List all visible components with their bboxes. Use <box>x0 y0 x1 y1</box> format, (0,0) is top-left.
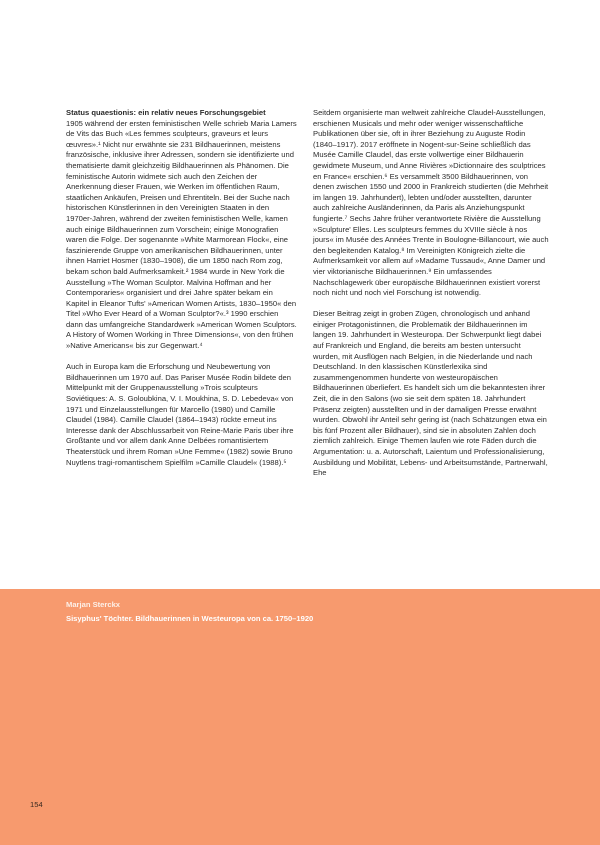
page-number: 154 <box>30 800 43 809</box>
book-title: Sisyphus' Töchter. Bildhauerinnen in Westeuropa von ca. 1750–1920 <box>66 614 314 623</box>
left-paragraph-1-text: 1905 während der ersten feministischen Welle schrieb Maria Lamers de Vits das Buch «Les femmes sculpteurs, graveurs et leurs œuvres».¹ Nicht nur erwähnte sie 231 Bildhauerinnen, meistens französische, inklusive ihrer Adressen, sondern sie identifizierte und thematisierte damit gleichzeitig Bildhauerinnen als Phänomen. Die feministische Autorin widmete sich auch den Zeichen der Anerkennung dieser Frauen, wie Werken im öffentlichen Raum, staatlichen Ankäufen, Preisen und Ehrentiteln. Bei der Suche nach historischen Künstlerinnen in den Vereinigten Staaten in den 1970er-Jahren, während der zweiten feministischen Welle, kamen auch einige Bildhauerinnen zum Vorschein; einige Monografien waren die Folge. Der sogenannte »White Marmorean Flock«, eine faszinierende Gruppe von amerikanischen Bildhauerinnen, unter ihnen Harriet Hosmer (1830–1908), die um 1850 nach Rom zog, bekam schon bald Aufmerksamkeit.² 1984 wurde in New York die Ausstellung »The Woman Sculptor. Malvina Hoffman and her Contemporaries« organisiert und drei Jahre später bekam ein Kapitel in Eleanor Tufts' »American Women Artists, 1830–1950« den Titel »Who Ever Heard of a Woman Sculptor?«.³ 1990 erschien dann das umfangreiche Standardwerk »American Women Sculptors. A History of Women Working in Three Dimensions«, von den frühen »Native Americans« bis zur Gegenwart.⁴ <box>66 118 297 351</box>
left-paragraph-1 <box>66 108 297 352</box>
left-paragraph-2: Auch in Europa kam die Erforschung und Neubewertung von Bildhauerinnen um 1970 auf. Das Pariser Musée Rodin bildete den Mittelpunkt mit der Gruppenausstellung »Trois sculpteurs Soviétiques: A. S. Goloubkina, V. I. Moukhina, S. D. Lebedeva« von 1971 und Einzelausstellungen für Marcello (1980) und Camille Claudel (1984). Camille Claudel (1864–1943) rückte erneut ins Interesse dank der Abschlussarbeit von Reine-Marie Paris über ihre Großtante und vor allem dank Anne Delbées romantisiertem Theaterstück und ihrem Roman »Une Femme« (1982) sowie Bruno Nuytlens tragi-romantischem Spielfilm »Camille Claudel« (1988).⁵ <box>66 362 294 467</box>
footer-band <box>0 589 600 845</box>
right-paragraph-2: Dieser Beitrag zeigt in groben Zügen, chronologisch und anhand einiger Protagonistinnen, die Problematik der Bildhauerinnen im langen 19. Jahrhundert in Westeuropa. Der Schwerpunkt liegt dabei auf Frankreich und England, die bereits am besten untersucht wurden, mit Ausflügen nach Belgien, in die Niederlande und nach Deutschland. In den klassischen Künstlerlexika sind zusammengenommen hunderte von westeuropäischen Bildhauerinnen überliefert. Es handelt sich um die bekanntesten ihrer Zeit, die in den Salons (wo sie seit dem späten 18. Jahrhundert Präsenz zeigten) ausstellten und in der damaligen Presse erwähnt wurden. Obwohl ihr Anteil sehr gering ist (nach Schätzungen etwa ein bis fünf Prozent aller Bildhauer), sind sie in absoluten Zahlen doch ziemlich zahlreich. Einige Themen laufen wie rote Fäden durch die Argumentation: u. a. Autorschaft, Laientum und Professionalisierung, Ausbildung und Mobilität, Lebens- und Arbeitsumstände, Partnerwahl, Ehe <box>313 309 548 478</box>
section-heading: Status quaestionis: ein relativ neues Forschungsgebiet <box>66 108 266 117</box>
right-paragraph-1: Seitdem organisierte man weltweit zahlreiche Claudel-Ausstellungen, erschienen Musicals und mehr oder weniger wissenschaftliche Publikationen über sie, oft in ihrer Beziehung zu Auguste Rodin (1840–1917). 2017 eröffnete in Nogent-sur-Seine schließlich das Musée Camille Claudel, das erste vollwertige einer Bildhauerin gewidmete Museum, und Anne Rivières »Dictionnaire des sculptrices en France« erschien.⁶ Es versammelt 3500 Bildhauerinnen, von denen zwischen 1550 und 2000 in Frankreich studierten (die Mehrheit im langen 19. Jahrhundert), lebten und/oder ausstellten, darunter auch zahlreiche Ausländerinnen, da Paris als Anziehungspunkt fungierte.⁷ Sechs Jahre früher verantwortete Rivière die Ausstellung »Sculpture' Elles. Les sculpteurs femmes du XVIIIe siècle à nos jours« im Musée des Années Trente in Boulogne-Billancourt, wie auch den begleitenden Katalog.⁸ Im Vereinigten Königreich zielte die Aufmerksamkeit vor allem auf »Madame Tussaud«, Anne Damer und vier viktorianische Bildhauerinnen.⁹ Ein umfassendes Nachschlagewerk über europäische Bildhauerinnen existiert vorerst noch nicht und noch viel Forschung ist notwendig. <box>313 108 549 298</box>
author-name: Marjan Sterckx <box>66 600 121 609</box>
left-column <box>66 108 297 468</box>
right-column <box>313 108 549 479</box>
